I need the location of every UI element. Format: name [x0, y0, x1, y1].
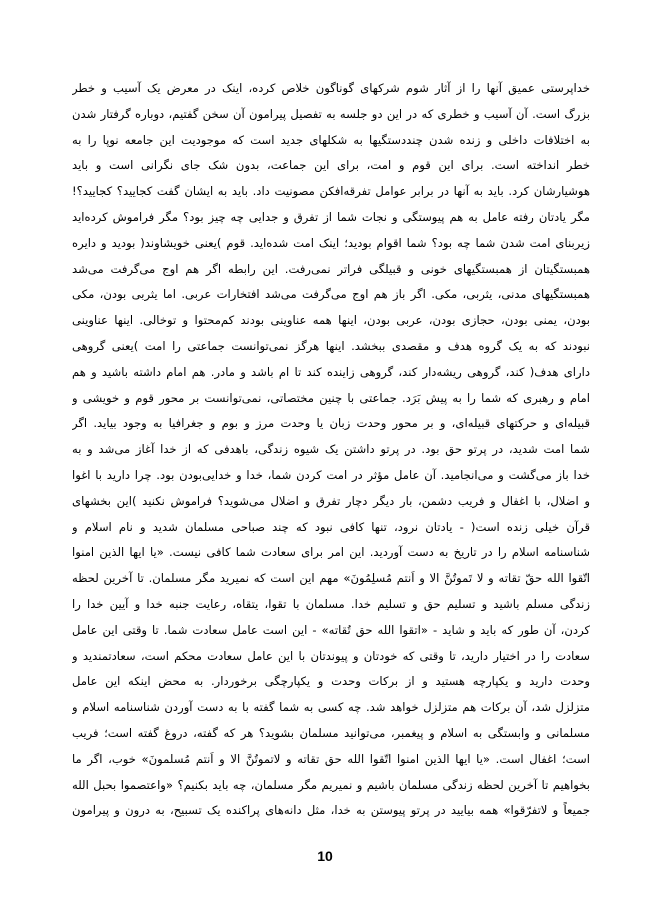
text-line: وحدت دارید و یکپارچه هستید و از برکات وحدت و یکپارچگی برخوردار. به محض اینکه این عامل: [72, 674, 590, 689]
document-body: [72, 76, 590, 824]
text-line: همبستگیتان از همبستگیهای خونی و قبیلگی فراتر نمی‌رفت. این رابطه اگر هم اوج می‌گرفت می‌شد: [72, 261, 590, 276]
text-line: خدا باز می‌گشت و می‌انجامید. آن عامل مؤثر در امت کردن شما، خدا و خدایی‌بودن بود. چرا دارید با اغوا: [72, 467, 590, 482]
text-line: خداپرستی عمیق آنها را از آثار شوم شرکهای گوناگون خلاص کرده، اینک در معرض یک آسیب و خطر: [72, 81, 590, 95]
text-line: دارای هدف( کند، گروهی ریشه‌دار کند، گروهی زاینده کند تا ام باشد و مادر. هم امام داشته باشید و هم: [72, 364, 590, 379]
text-line: خطر انداخته است. برای این قوم و امت، برای این جماعت، بدون شک جای نگرانی است و باید: [72, 158, 590, 173]
page-number: 10: [317, 848, 333, 864]
text-line: بخواهیم تا آخرین لحظه زندگی مسلمان باشیم و نمیریم مگر مسلمان، چه باید بکنیم؟ «واعتصموا بحبل الله: [72, 777, 590, 792]
text-line: قبیله‌ای و حرکتهای قبیله‌ای، و بر محور وحدت زبان یا وحدت مرز و بوم و جغرافیا به وجود بیاید. اگر: [72, 416, 590, 431]
text-line: قرآن خیلی زنده است( - یادتان نرود، تنها کافی نبود که چند صباحی مسلمان شدید و نام اسلام و: [72, 519, 590, 534]
text-line: همبستگیهای مدنی، یثربی، مکی. اگر باز هم اوج می‌گرفت می‌شد افتخارات عربی. اما یثربی بودن، مکی: [72, 287, 590, 302]
text-line: شناسنامه اسلام را در تاریخ به دست آوردید. این امر برای سعادت شما کافی نیست. «یا ایها الذین امنوا: [72, 545, 590, 560]
text-line: اتّقوا الله حقّ تقاته و لا تَموتُنَّ الا و اَنتم مُسلِمُونَ» مهم این است که نمیرید مگر مسلمان. تا آخرین لحظه: [72, 571, 590, 586]
text-line: است؛ اغفال است. «یا ایها الذین امنوا اتّقوا الله حق تقاته و لاتموتُنَّ الا و اَنتم مُسلمونَ» خوب، اگر ما: [72, 751, 590, 766]
text-line: و اضلال، با اغفال و فریب دشمن، بار دیگر دچار تفرق و اضلال می‌شوید؟ فراموش نکنید )این بخشهای: [72, 493, 590, 508]
text-line: بزرگ است. آن آسیب و خطری که در این دو جلسه به تفصیل پیرامون آن سخن گفتیم، دوباره گرفتار شدن: [72, 106, 590, 121]
text-line: هوشیارشان کرد. باید به آنها در برابر عوامل تفرقه‌افکن مصونیت داد. باید به ایشان گفت کجایید؟ کجایید؟!: [72, 184, 590, 199]
text-line: شما امت شدید، در پرتو حق بود. در پرتو داشتن یک شیوه زندگی، باهدفی که از خدا آغاز می‌شد و به: [72, 442, 590, 457]
text-line: امام و رهبری که شما را به پیش بَرَد. جماعتی با چنین مختصاتی، نمی‌توانست بر محور قوم و خویشی و: [72, 390, 590, 405]
text-line: زندگی مسلم باشید و تسلیم حق و تسلیم خدا. مسلمان با تقوا، یتقاه، رعایت جنبه خدا و آیین خدا را: [72, 596, 590, 611]
text-line: زیربنای امت شدن شما چه بود؟ شما اقوام بودید؛ اینک امت شده‌اید. قوم )یعنی خویشاوند( بودید و دایره: [72, 235, 590, 250]
text-line: متزلزل شد، آن برکات هم متزلزل خواهد شد. چه کسی به شما گفته با به دست آوردن شناسنامه اسلام و: [72, 700, 590, 715]
text-line: مگر یادتان رفته عامل به هم پیوستگی و نجات شما از تفرق و جدایی چه چیز بود؟ مگر فراموش کرده‌اید: [72, 209, 590, 224]
text-line: مسلمانی و وابستگی به اسلام و پیغمبر، می‌توانید مسلمان بشوید؟ هر که گفته، دروغ گفته است؛ فریب: [72, 725, 590, 740]
text-line: بودن، یمنی بودن، حجازی بودن، عربی بودن، اینها همه عناوینی بودند کم‌محتوا و توخالی. اینها عناوینی: [72, 313, 590, 328]
text-line: کردن، آن طور که باید و شاید - «اتقوا الله حق تُقاته» - این است عامل سعادت شما. تا وقتی این عامل: [72, 622, 590, 637]
text-line: جمیعاً و لاتفرّقوا» همه بیایید در پرتو پیوستن به خدا، مثل دانه‌های پراکنده یک تسبیح، به درون و پیرامون: [72, 803, 590, 818]
text-line: سعادت را در اختیار دارید، تا وقتی که خودتان و پیوندتان با این عامل سعادت محکم است، سعادتمندید و: [72, 648, 590, 663]
text-line: نبودند که به یک گروه هدف و مقصدی ببخشد. اینها هرگز نمی‌توانست جماعتی را امت )یعنی گروهی: [72, 338, 590, 353]
text-line: به اختلافات داخلی و زنده شدن چنددستگیها به شکلهای جدید است که موجودیت این جامعه نوپا را به: [72, 132, 590, 147]
